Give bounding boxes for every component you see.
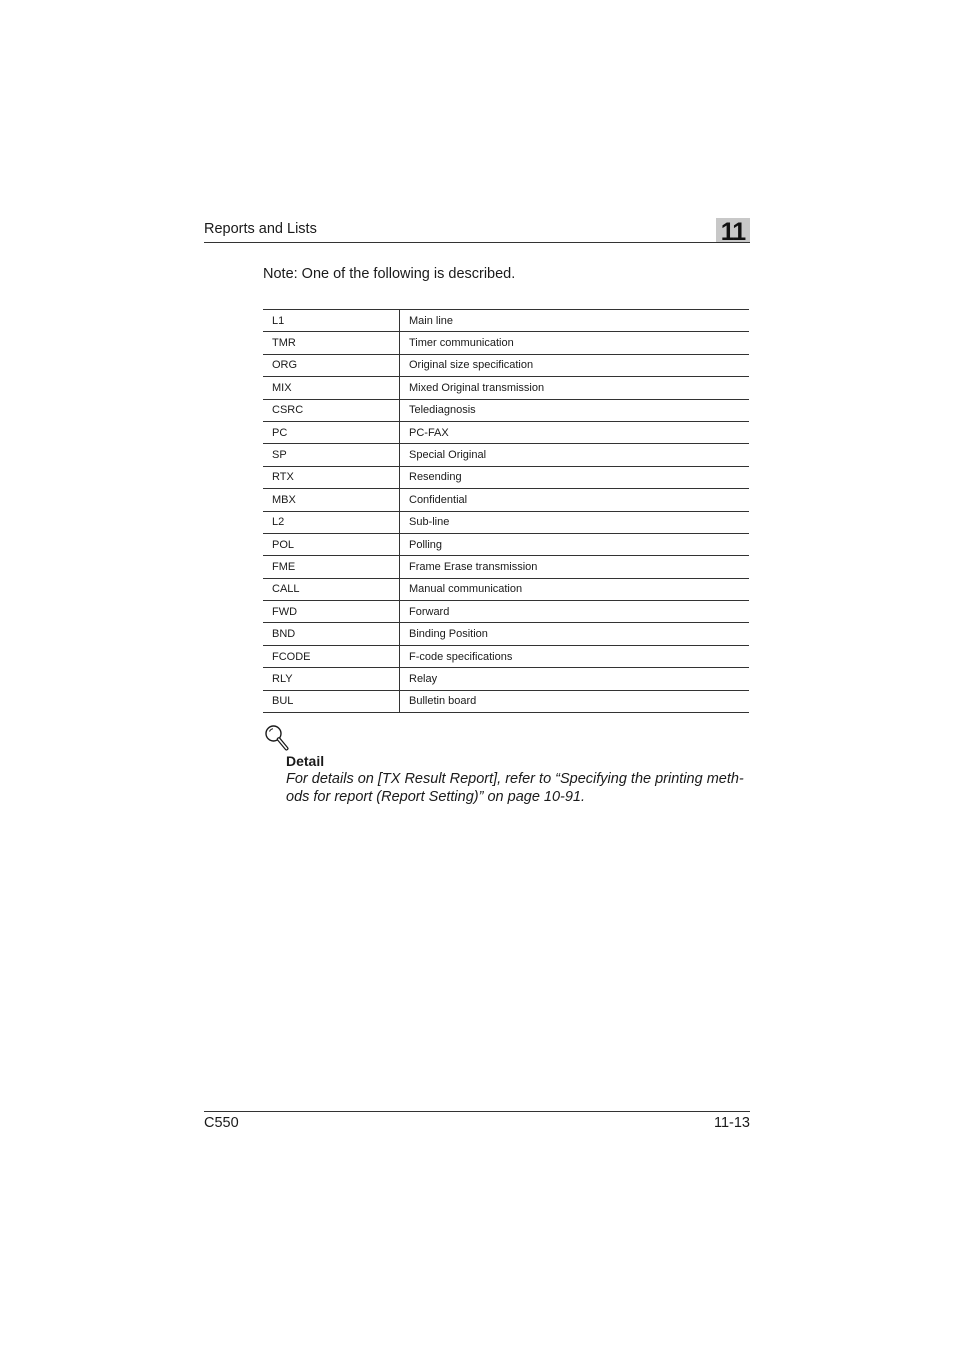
meaning-cell: Confidential (400, 489, 750, 511)
code-cell: CALL (263, 578, 400, 600)
meaning-cell: F-code specifications (400, 645, 750, 667)
table-row (263, 489, 749, 511)
magnifier-icon (264, 724, 290, 752)
meaning-cell: Special Original (400, 444, 750, 466)
meaning-cell: Telediagnosis (400, 399, 750, 421)
page-footer (204, 1111, 750, 1131)
detail-line-1: For details on [TX Result Report], refer to “Specifying the printing meth- (286, 771, 744, 787)
detail-label: Detail (286, 753, 325, 769)
meaning-cell: Forward (400, 601, 750, 623)
meaning-cell: Main line (400, 310, 750, 332)
table-row (263, 466, 749, 488)
code-cell: TMR (263, 332, 400, 354)
table-row (263, 690, 749, 712)
table-row (263, 533, 749, 555)
table-row (263, 310, 749, 332)
code-cell: ORG (263, 354, 400, 376)
note-text: Note: One of the following is described. (263, 266, 516, 282)
code-cell: CSRC (263, 399, 400, 421)
code-cell: BUL (263, 690, 400, 712)
detail-text (286, 771, 752, 806)
table-row (263, 645, 749, 667)
meaning-cell: Relay (400, 668, 750, 690)
table-row (263, 623, 749, 645)
meaning-cell: Polling (400, 533, 750, 555)
code-cell: FME (263, 556, 400, 578)
table-row (263, 511, 749, 533)
page-number: 11-13 (713, 1115, 750, 1131)
table-row (263, 668, 749, 690)
meaning-cell: Resending (400, 466, 750, 488)
chapter-number-badge: 11 (716, 218, 750, 242)
code-cell: FWD (263, 601, 400, 623)
table-row (263, 377, 749, 399)
code-cell: PC (263, 421, 400, 443)
table-row (263, 399, 749, 421)
code-cell: RTX (263, 466, 400, 488)
meaning-cell: Frame Erase transmission (400, 556, 750, 578)
meaning-cell: Bulletin board (400, 690, 750, 712)
meaning-cell: Binding Position (400, 623, 750, 645)
page-header (204, 214, 750, 246)
code-cell: L2 (263, 511, 400, 533)
meaning-cell: Timer communication (400, 332, 750, 354)
code-cell: MIX (263, 377, 400, 399)
model-name: C550 (204, 1115, 239, 1131)
table-row (263, 421, 749, 443)
table-row (263, 332, 749, 354)
code-cell: MBX (263, 489, 400, 511)
code-table (263, 309, 749, 713)
code-cell: POL (263, 533, 400, 555)
code-cell: FCODE (263, 645, 400, 667)
meaning-cell: PC-FAX (400, 421, 750, 443)
code-cell: SP (263, 444, 400, 466)
meaning-cell: Mixed Original transmission (400, 377, 750, 399)
detail-line-2: ods for report (Report Setting)” on page 10-91. (286, 788, 586, 805)
meaning-cell: Manual communication (400, 578, 750, 600)
table-row (263, 601, 749, 623)
meaning-cell: Original size specification (400, 354, 750, 376)
meaning-cell: Sub-line (400, 511, 750, 533)
table-row (263, 444, 749, 466)
table-row (263, 354, 749, 376)
table-row (263, 578, 749, 600)
section-title: Reports and Lists (204, 221, 317, 237)
table-row (263, 556, 749, 578)
code-cell: BND (263, 623, 400, 645)
code-cell: L1 (263, 310, 400, 332)
code-cell: RLY (263, 668, 400, 690)
